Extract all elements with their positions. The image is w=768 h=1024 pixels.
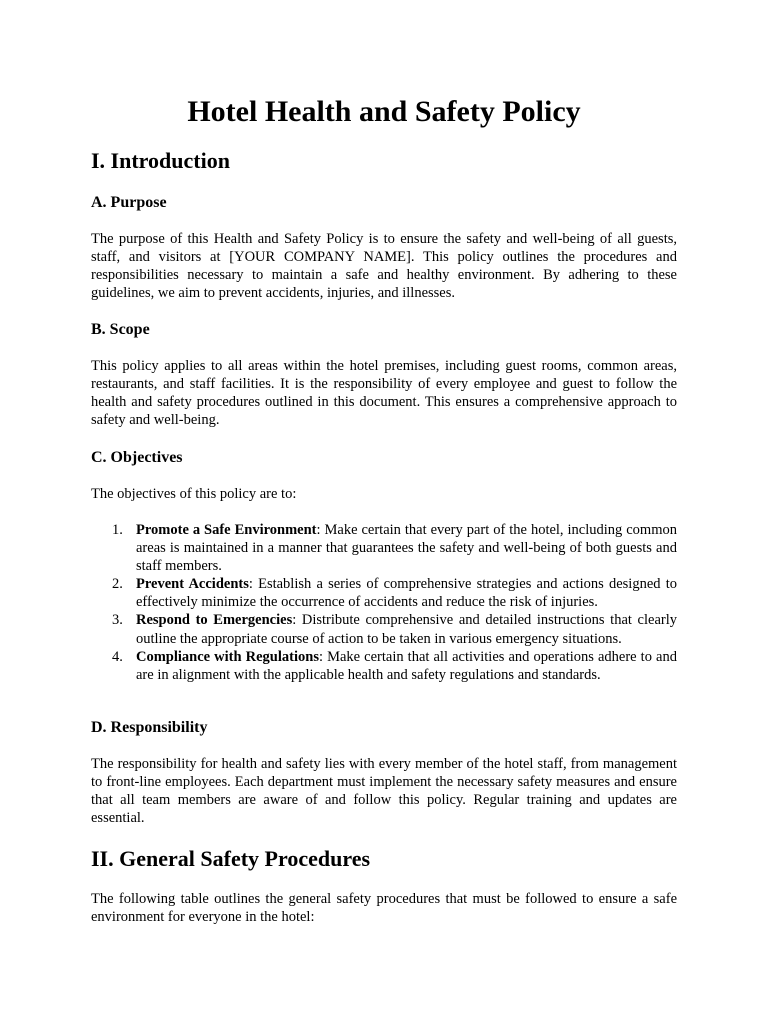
list-item-text: : Distribute comprehensive and detailed instructions that clearly outline the appropriate course of action to be taken in various emergency situations. [136, 612, 677, 647]
list-item-title: Compliance with Regulations [136, 648, 319, 665]
subheading-objectives: C. Objectives [91, 449, 183, 466]
section-heading-introduction: I. Introduction [91, 148, 230, 173]
objectives-intro: The objectives of this policy are to: [91, 486, 297, 502]
objectives-list [91, 521, 677, 684]
general-safety-paragraph: The following table outlines the general safety procedures that must be followed to ensure a safe environment for everyone in the hotel: [91, 891, 677, 926]
subheading-responsibility: D. Responsibility [91, 719, 208, 736]
list-item-title: Prevent Accidents [136, 576, 249, 593]
list-item-text: : Make certain that every part of the hotel, including common areas is maintained in a manner that guarantees the safety and well-being of both guests and staff members. [136, 522, 677, 575]
section-heading-general-safety: II. General Safety Procedures [91, 846, 371, 871]
list-item-text: : Make certain that all activities and operations adhere to and are in alignment with the applicable health and safety regulations and standards. [136, 648, 677, 683]
list-item-text: : Establish a series of comprehensive strategies and actions designed to effectively minimize the occurrence of accidents and reduce the risk of injuries. [136, 576, 677, 611]
document-title: Hotel Health and Safety Policy [187, 95, 581, 128]
subheading-purpose: A. Purpose [91, 194, 167, 211]
list-item [91, 611, 677, 647]
list-item [91, 648, 677, 684]
list-item [91, 521, 677, 575]
responsibility-paragraph: The responsibility for health and safety lies with every member of the hotel staff, from management to front-line employees. Each department must implement the necessary safety measures and ensure that all team members are aware of and follow this policy. Regular training and updates are essential. [91, 756, 677, 827]
list-item-title: Respond to Emergencies [136, 612, 293, 629]
list-item-number: 4. [112, 648, 123, 665]
list-item-number: 2. [112, 576, 123, 593]
list-item-number: 1. [112, 522, 123, 538]
list-item [91, 575, 677, 611]
purpose-paragraph: The purpose of this Health and Safety Policy is to ensure the safety and well-being of all guests, staff, and visitors at [YOUR COMPANY NAME]. This policy outlines the procedures and responsibilities necessary to maintain a safe and healthy environment. By adhering to these guidelines, we aim to prevent accidents, injuries, and illnesses. [91, 231, 677, 302]
list-item-title: Promote a Safe Environment [136, 522, 317, 538]
subheading-scope: B. Scope [91, 321, 150, 338]
list-item-number: 3. [112, 612, 123, 629]
scope-paragraph: This policy applies to all areas within the hotel premises, including guest rooms, common areas, restaurants, and staff facilities. It is the responsibility of every employee and guest to follow the health and safety procedures outlined in this document. This ensures a comprehensive approach to safety and well-being. [91, 358, 677, 429]
